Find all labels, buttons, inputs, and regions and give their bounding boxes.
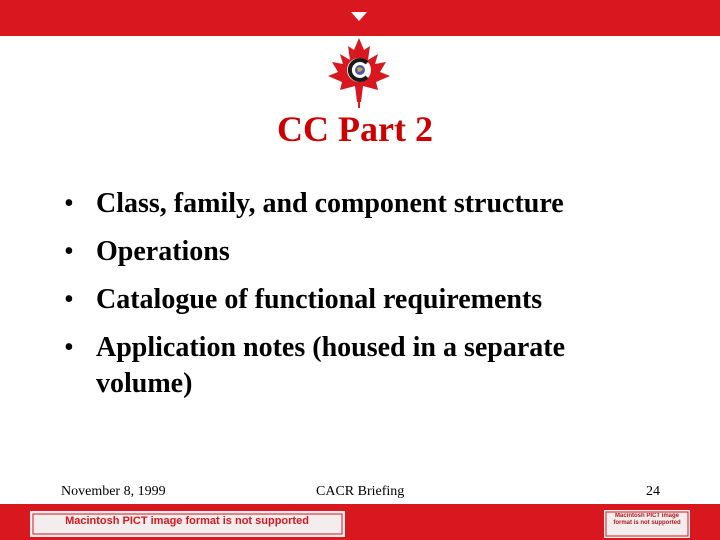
unsupported-image-banner-left [30, 511, 345, 537]
maple-leaf-c-logo-icon [322, 36, 396, 108]
unsupported-image-banner-right [604, 510, 690, 538]
bullet-marker: • [64, 332, 74, 363]
bullet-item [64, 186, 664, 222]
footer-title: CACR Briefing [316, 484, 405, 499]
page-number: 24 [646, 484, 660, 499]
down-arrow-icon [351, 12, 367, 21]
banner-right-text: Macintosh PICT image format is not supported [613, 513, 681, 526]
bullet-marker: • [64, 284, 74, 315]
bullet-text: Class, family, and component structure [96, 188, 564, 219]
bullet-item [64, 282, 664, 318]
footer-date: November 8, 1999 [61, 484, 166, 499]
slide-title: CC Part 2 [277, 109, 433, 149]
bullet-list [64, 186, 664, 414]
bullet-item [64, 234, 664, 270]
banner-left-text: Macintosh PICT image format is not supported [65, 515, 309, 527]
bullet-item [64, 330, 664, 402]
bullet-text: Catalogue of functional requirements [96, 284, 543, 315]
bullet-text: Application notes (housed in a separate volume) [96, 332, 566, 399]
bullet-marker: • [64, 236, 74, 267]
bullet-marker: • [64, 188, 74, 219]
bullet-text: Operations [96, 236, 230, 267]
